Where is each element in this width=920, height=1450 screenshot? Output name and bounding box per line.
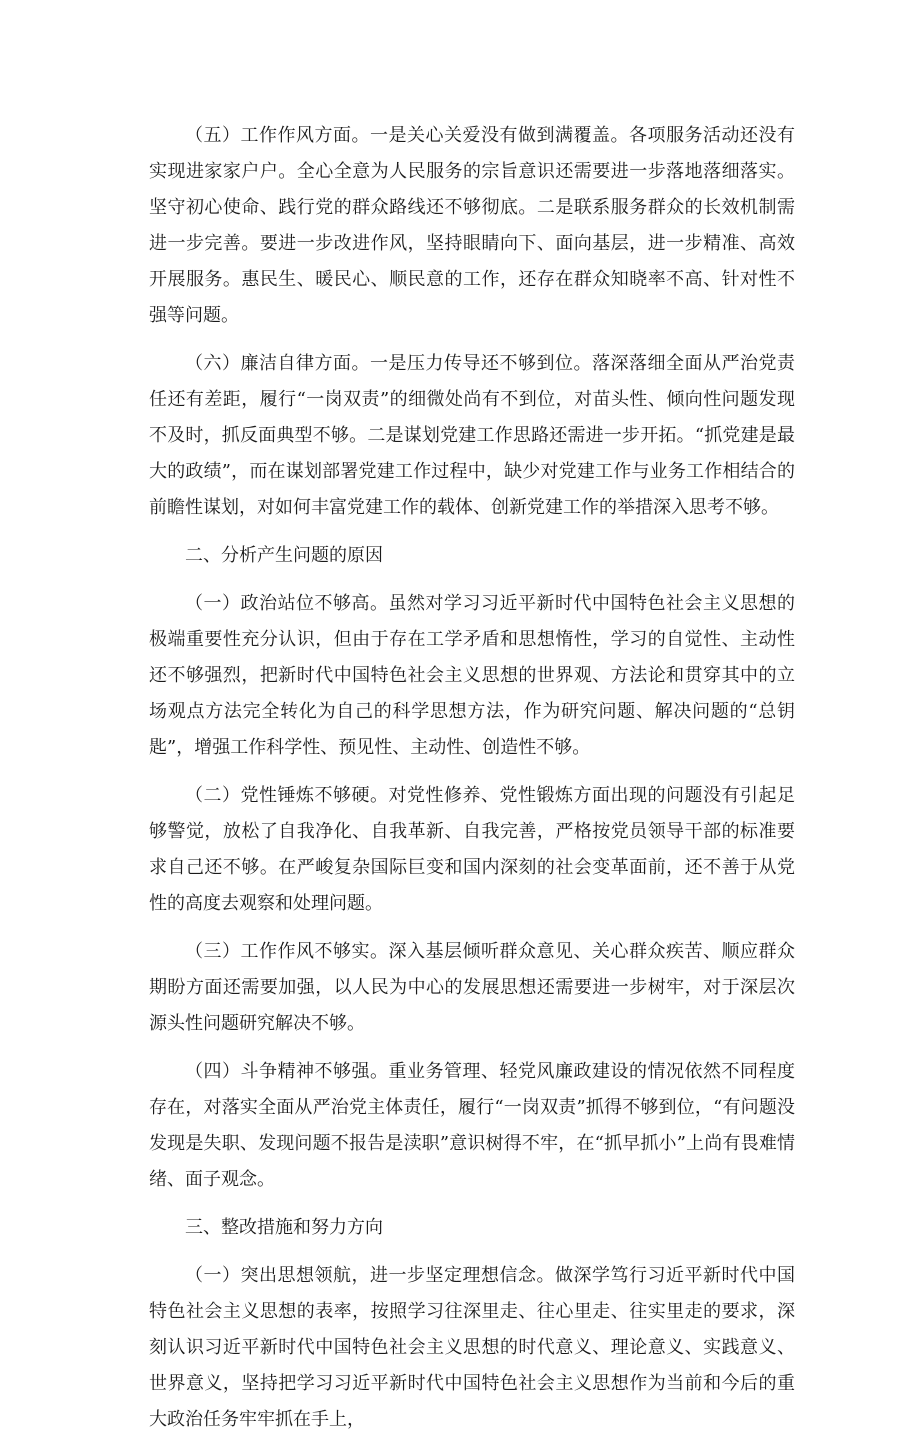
paragraph-political-stance: （一）政治站位不够高。虽然对学习习近平新时代中国特色社会主义思想的极端重要性充分认识，但由于存在工学矛盾和思想惰性，学习的自觉性、主动性还不够强烈，把新时代中国特色社会主义思想的世界观、方法论和贯穿其中的立场观点方法完全转化为自己的科学思想方法，作为研究问题、解决问题的“总钥匙”，增强工作科学性、预见性、主动性、创造性不够。 [149,593,795,758]
section-heading-measures: 三、整改措施和努力方向 [185,1217,383,1238]
paragraph-integrity-aspect: （六）廉洁自律方面。一是压力传导还不够到位。落深落细全面从严治党责任还有差距，履行“一岗双责”的细微处尚有不到位，对苗头性、倾向性问题发现不及时，抓反面典型不够。二是谋划党建工作思路还需进一步开拓。“抓党建是最大的政绩”，而在谋划部署党建工作过程中，缺少对党建工作与业务工作相结合的前瞻性谋划，对如何丰富党建工作的载体、创新党建工作的举措深入思考不够。 [149,353,795,518]
paragraph-work-style-aspect: （五）工作作风方面。一是关心关爱没有做到满覆盖。各项服务活动还没有实现进家家户户。全心全意为人民服务的宗旨意识还需要进一步落地落细落实。坚守初心使命、践行党的群众路线还不够彻底。二是联系服务群众的长效机制需进一步完善。要进一步改进作风，坚持眼睛向下、面向基层，进一步精准、高效开展服务。惠民生、暖民心、顺民意的工作，还存在群众知晓率不高、针对性不强等问题。 [149,125,795,326]
paragraph-ideological-guidance: （一）突出思想领航，进一步坚定理想信念。做深学笃行习近平新时代中国特色社会主义思想的表率，按照学习往深里走、往心里走、往实里走的要求，深刻认识习近平新时代中国特色社会主义思想的时代意义、理论意义、实践意义、世界意义，坚持把学习习近平新时代中国特色社会主义思想作为当前和今后的重大政治任务牢牢抓在手上， [149,1265,795,1430]
document-body [149,118,795,1450]
section-heading-causes: 二、分析产生问题的原因 [185,545,383,566]
paragraph-party-spirit: （二）党性锤炼不够硬。对党性修养、党性锻炼方面出现的问题没有引起足够警觉，放松了自我净化、自我革新、自我完善，严格按党员领导干部的标准要求自己还不够。在严峻复杂国际巨变和国内深刻的社会变革面前，还不善于从党性的高度去观察和处理问题。 [149,785,795,914]
paragraph-work-style: （三）工作作风不够实。深入基层倾听群众意见、关心群众疾苦、顺应群众期盼方面还需要加强，以人民为中心的发展思想还需要进一步树牢，对于深层次源头性问题研究解决不够。 [149,941,795,1034]
paragraph-fighting-spirit: （四）斗争精神不够强。重业务管理、轻党风廉政建设的情况依然不同程度存在，对落实全面从严治党主体责任，履行“一岗双责”抓得不够到位，“有问题没发现是失职、发现问题不报告是渎职”意识树得不牢，在“抓早抓小”上尚有畏难情绪、面子观念。 [149,1061,795,1190]
